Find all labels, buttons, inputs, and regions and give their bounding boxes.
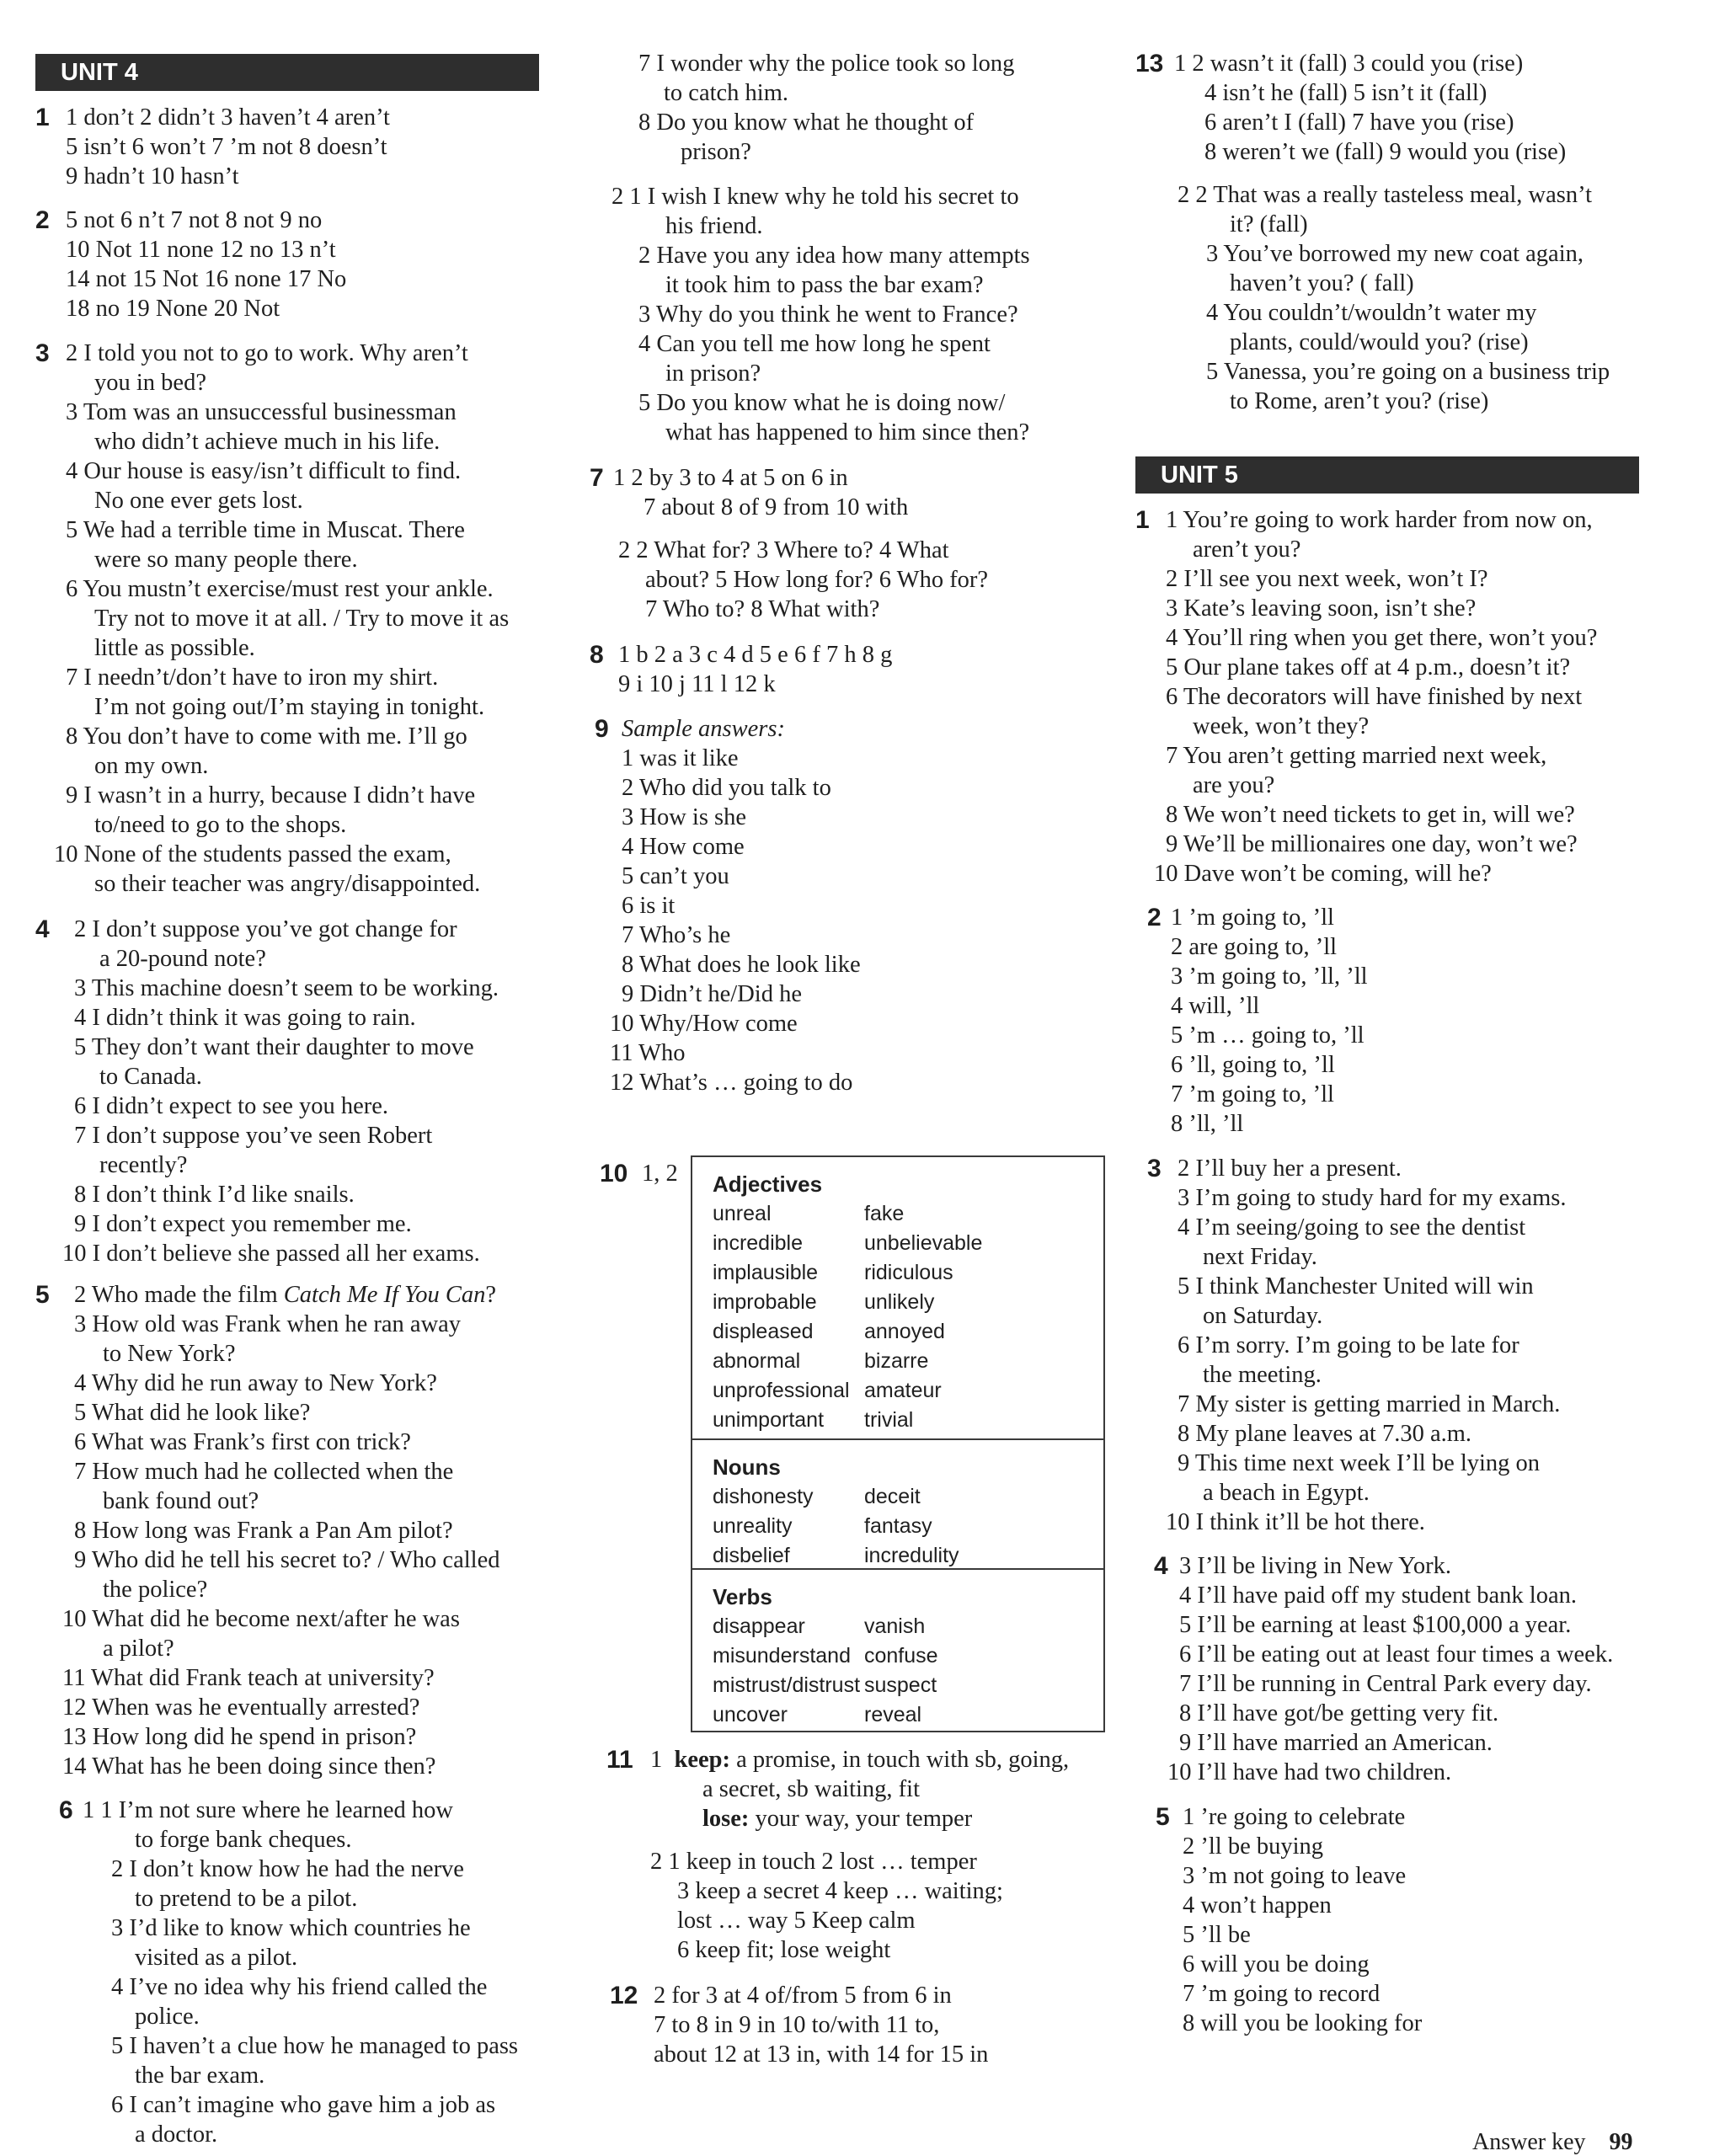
answer-line: 4 Can you tell me how long he spent	[638, 331, 991, 357]
answer-line: I’m not going out/I’m staying in tonight.	[94, 694, 485, 720]
answer-line: the meeting.	[1203, 1362, 1322, 1388]
footer-label: Answer key	[1472, 2129, 1586, 2155]
answer-line: a pilot?	[103, 1636, 174, 1662]
answer-line: 12 When was he eventually arrested?	[62, 1694, 420, 1721]
table-row	[713, 1229, 1103, 1258]
answer-line: Try not to move it at all. / Try to move it as	[94, 606, 510, 632]
answer-line: 6 The decorators will have finished by next	[1166, 684, 1583, 710]
answer-line: 18 no 19 None 20 Not	[66, 296, 280, 322]
word-cell: misunderstand	[713, 1644, 851, 1668]
unit-5-header: UNIT 5	[1135, 456, 1639, 494]
answer-line: next Friday.	[1203, 1244, 1317, 1270]
page-number: 99	[1609, 2129, 1633, 2155]
answer-line: 8 My plane leaves at 7.30 a.m.	[1178, 1421, 1472, 1447]
table-row	[713, 1376, 1103, 1406]
answer-line: 2 I’ll see you next week, won’t I?	[1166, 566, 1488, 592]
answer-line: prison?	[681, 139, 751, 165]
word-table	[691, 1155, 1105, 1732]
exercise-6-continued	[581, 49, 1120, 167]
answer-line: 7 about 8 of 9 from 10 with	[644, 494, 909, 520]
exercise-7	[581, 463, 1120, 624]
answer-line: week, won’t they?	[1193, 713, 1370, 739]
exercise-part-label: 1, 2	[642, 1161, 678, 1187]
answer-line: to catch him.	[664, 80, 788, 106]
table-row	[713, 1317, 1103, 1347]
word-cell: reveal	[864, 1703, 922, 1726]
answer-line: 1 b 2 a 3 c 4 d 5 e 6 f 7 h 8 g	[618, 642, 893, 668]
answer-line: 1 You’re going to work harder from now on,	[1166, 507, 1593, 533]
answer-line: on Saturday.	[1203, 1303, 1323, 1329]
word-cell: fake	[864, 1202, 905, 1225]
exercise-number: 5	[1156, 1803, 1170, 1831]
answer-line: 7 I wonder why the police took so long	[638, 51, 1015, 77]
table-row	[713, 1288, 1103, 1317]
answer-line: police.	[135, 2004, 200, 2030]
answer-line: 4 You couldn’t/wouldn’t water my	[1206, 300, 1537, 326]
answer-line: 5 ’m … going to, ’ll	[1171, 1022, 1365, 1049]
answer-line: 4 I’ll have paid off my student bank loan.	[1179, 1582, 1577, 1609]
answer-line: 5 We had a terrible time in Muscat. There	[66, 517, 465, 543]
exercise-5	[35, 1280, 583, 1781]
answer-line	[581, 1804, 1120, 1833]
answer-line: 10 None of the students passed the exam,	[54, 841, 451, 867]
word-cell: disbelief	[713, 1544, 790, 1567]
answer-line: 3 How old was Frank when he ran away	[74, 1311, 462, 1337]
answer-line: aren’t you?	[1193, 536, 1301, 563]
word-cell: confuse	[864, 1644, 938, 1668]
answer-line: 14 What has he been doing since then?	[62, 1753, 436, 1780]
answer-line: 3 I’m going to study hard for my exams.	[1178, 1185, 1567, 1211]
exercise-number: 4	[1154, 1552, 1168, 1580]
answer-line: 8 We won’t need tickets to get in, will we?	[1166, 802, 1575, 828]
answer-line: 5 They don’t want their daughter to move	[74, 1034, 474, 1060]
answer-line: 7 ’m going to record	[1183, 1981, 1381, 2007]
answer-line: 7 How much had he collected when the	[74, 1459, 454, 1485]
answer-line: 10 I’ll have had two children.	[1167, 1759, 1452, 1785]
answer-line: 2 I don’t suppose you’ve got change for	[74, 916, 457, 942]
answer-line: 2 I don’t know how he had the nerve	[111, 1856, 464, 1882]
answer-line: a doctor.	[135, 2121, 218, 2148]
answer-line: to/need to go to the shops.	[94, 812, 347, 838]
answer-line: 2 ’ll be buying	[1183, 1833, 1324, 1860]
keep-label: keep:	[674, 1747, 730, 1773]
word-cell: displeased	[713, 1320, 814, 1343]
exercise-9	[581, 714, 1120, 1097]
lose-label: lose:	[702, 1806, 750, 1832]
answer-text: 2 Who made the film	[74, 1282, 284, 1308]
answer-line: 7 I’ll be running in Central Park every day.	[1179, 1671, 1592, 1697]
nouns-section	[692, 1438, 1103, 1568]
exercise-number: 1	[35, 104, 50, 131]
answer-line: 1 ’m going to, ’ll	[1171, 905, 1334, 931]
answer-line: 3 I’d like to know which countries he	[111, 1915, 471, 1941]
answer-line: 9 Who did he tell his secret to? / Who called	[74, 1547, 500, 1573]
answer-line: 7 I don’t suppose you’ve seen Robert	[74, 1123, 433, 1149]
word-cell: deceit	[864, 1485, 921, 1508]
answer-line: No one ever gets lost.	[94, 488, 303, 514]
answer-line: 3 ’m going to, ’ll, ’ll	[1171, 963, 1368, 990]
answer-line: 7 My sister is getting married in March.	[1178, 1391, 1561, 1417]
answer-line: to forge bank cheques.	[135, 1827, 352, 1853]
answer-line: in prison?	[665, 360, 761, 387]
table-row	[713, 1347, 1103, 1376]
answer-line: plants, could/would you? (rise)	[1230, 329, 1529, 355]
answer-line: 1 keep: a promise, in touch with sb, going,	[650, 1747, 1070, 1773]
answer-line: 6 You mustn’t exercise/must rest your ankle.	[66, 576, 494, 602]
answer-line: 6 I’m sorry. I’m going to be late for	[1178, 1332, 1519, 1358]
answer-line: a secret, sb waiting, fit	[702, 1776, 921, 1802]
answer-line: 5 not 6 n’t 7 not 8 not 9 no	[66, 207, 323, 233]
answer-line: 10 I think it’ll be hot there.	[1166, 1509, 1425, 1535]
table-row	[713, 1512, 1103, 1541]
answer-line: his friend.	[665, 213, 763, 239]
exercise-number: 11	[606, 1746, 633, 1774]
exercise-6-part-2	[581, 182, 1120, 447]
answer-line: 6 I can’t imagine who gave him a job as	[111, 2092, 496, 2118]
answer-line: the police?	[103, 1577, 208, 1603]
answer-line: 9 This time next week I’ll be lying on	[1178, 1450, 1541, 1476]
answer-line: 1 1 I’m not sure where he learned how	[83, 1797, 454, 1823]
answer-line: 8 weren’t we (fall) 9 would you (rise)	[1204, 139, 1567, 165]
answer-line: 8 Do you know what he thought of	[638, 109, 975, 136]
word-cell: trivial	[864, 1408, 914, 1432]
word-cell: mistrust/distrust	[713, 1673, 861, 1697]
exercise-13	[1135, 49, 1708, 416]
answer-line: 1 2 by 3 to 4 at 5 on 6 in	[613, 465, 848, 491]
film-title: Catch Me If You Can	[283, 1282, 486, 1308]
word-cell: improbable	[713, 1290, 817, 1314]
answer-line: to New York?	[103, 1341, 236, 1367]
answer-line: 8 I don’t think I’d like snails.	[74, 1182, 355, 1208]
answer-line: 3 This machine doesn’t seem to be working.	[74, 975, 499, 1001]
answer-line: 2 1 I wish I knew why he told his secret to	[611, 184, 1019, 210]
answer-line: 5 I haven’t a clue how he managed to pass	[111, 2033, 519, 2059]
answer-line: 1 don’t 2 didn’t 3 haven’t 4 aren’t	[66, 104, 390, 131]
word-cell: unlikely	[864, 1290, 935, 1314]
answer-line: 3 You’ve borrowed my new coat again,	[1206, 241, 1583, 267]
answer-line: 13 How long did he spend in prison?	[62, 1724, 417, 1750]
sample-answers-heading: Sample answers:	[622, 716, 785, 742]
answer-line: lost … way 5 Keep calm	[677, 1908, 916, 1934]
word-cell: unbelievable	[864, 1231, 983, 1255]
unit-5-exercise-2	[1135, 903, 1708, 1139]
answer-line: a beach in Egypt.	[1203, 1480, 1370, 1506]
answer-line: 9 Didn’t he/Did he	[622, 981, 802, 1007]
answer-line: what has happened to him since then?	[665, 419, 1030, 446]
answer-line: 9 i 10 j 11 l 12 k	[618, 671, 776, 697]
answer-line: 6 is it	[622, 893, 676, 919]
exercise-number: 2	[35, 206, 50, 234]
exercise-number: 6	[59, 1796, 73, 1824]
answer-line: 9 I wasn’t in a hurry, because I didn’t have	[66, 782, 476, 808]
exercise-2	[35, 205, 583, 323]
answer-line: 5 Do you know what he is doing now/	[638, 390, 1006, 416]
section-heading: Nouns	[713, 1454, 781, 1480]
answer-line: 4 How come	[622, 834, 745, 860]
answer-line: 4 isn’t he (fall) 5 isn’t it (fall)	[1204, 80, 1487, 106]
exercise-number: 9	[595, 715, 609, 743]
answer-line: 5 I think Manchester United will win	[1178, 1273, 1534, 1299]
answer-line: 9 We’ll be millionaires one day, won’t we?	[1166, 831, 1578, 857]
answer-line: it? (fall)	[1230, 211, 1308, 237]
word-cell: unprofessional	[713, 1379, 850, 1402]
answer-line: 7 You aren’t getting married next week,	[1166, 743, 1547, 769]
exercise-number: 10	[600, 1160, 628, 1187]
word-cell: suspect	[864, 1673, 937, 1697]
answer-line: 3 keep a secret 4 keep … waiting;	[677, 1878, 1003, 1904]
answer-line: 6 will you be doing	[1183, 1951, 1370, 1977]
answer-line: 9 hadn’t 10 hasn’t	[66, 163, 239, 189]
word-cell: unreal	[713, 1202, 772, 1225]
answer-line: 2 I told you not to go to work. Why aren’t	[66, 340, 468, 366]
table-row	[713, 1406, 1103, 1435]
table-row	[713, 1541, 1103, 1571]
answer-line: to Rome, aren’t you? (rise)	[1230, 388, 1489, 414]
exercise-8	[581, 640, 1120, 699]
table-row	[713, 1700, 1103, 1730]
exercise-number: 7	[590, 464, 604, 492]
answer-line: 8 How long was Frank a Pan Am pilot?	[74, 1518, 453, 1544]
word-cell: unimportant	[713, 1408, 825, 1432]
answer-line: visited as a pilot.	[135, 1945, 298, 1971]
answer-text: a promise, in touch with sb, going,	[730, 1747, 1070, 1773]
answer-line: 7 to 8 in 9 in 10 to/with 11 to,	[654, 2012, 940, 2038]
answer-line: little as possible.	[94, 635, 255, 661]
answer-line: 10 Why/How come	[610, 1011, 798, 1037]
answer-line: 7 ’m going to, ’ll	[1171, 1081, 1334, 1107]
answer-line: 8 You don’t have to come with me. I’ll go	[66, 723, 467, 750]
answer-line: 2 2 That was a really tasteless meal, wasn’t	[1178, 182, 1593, 208]
answer-line: 4 I’ve no idea why his friend called the	[111, 1974, 488, 2000]
answer-line: 8 What does he look like	[622, 952, 861, 978]
answer-line: 3 Tom was an unsuccessful businessman	[66, 399, 457, 425]
answer-line: 6 I didn’t expect to see you here.	[74, 1093, 389, 1119]
answer-line: 7 Who’s he	[622, 922, 731, 948]
unit-5-exercise-1	[1135, 505, 1708, 889]
word-cell: disappear	[713, 1614, 805, 1638]
answer-line: you in bed?	[94, 370, 206, 396]
word-cell: annoyed	[864, 1320, 945, 1343]
answer-line: about? 5 How long for? 6 Who for?	[645, 567, 989, 593]
answer-line: the bar exam.	[135, 2063, 265, 2089]
answer-line: 6 What was Frank’s first con trick?	[74, 1429, 411, 1455]
answer-text: your way, your temper	[749, 1806, 973, 1832]
answer-line: 11 What did Frank teach at university?	[62, 1665, 435, 1691]
answer-line	[35, 1280, 583, 1310]
word-cell: ridiculous	[864, 1261, 953, 1284]
word-cell: abnormal	[713, 1349, 801, 1373]
answer-line: 4 Why did he run away to New York?	[74, 1370, 437, 1396]
adjectives-section	[692, 1157, 1103, 1438]
answer-line: a 20-pound note?	[99, 946, 266, 972]
table-row	[713, 1671, 1103, 1700]
answer-line: 2 for 3 at 4 of/from 5 from 6 in	[654, 1983, 952, 2009]
table-row	[713, 1199, 1103, 1229]
answer-line: 9 I don’t expect you remember me.	[74, 1211, 412, 1237]
exercise-3	[35, 339, 583, 899]
word-cell: amateur	[864, 1379, 942, 1402]
answer-line: 14 not 15 Not 16 none 17 No	[66, 266, 347, 292]
answer-line: 5 ’ll be	[1183, 1922, 1251, 1948]
answer-line: 10 What did he become next/after he was	[62, 1606, 460, 1632]
word-cell: implausible	[713, 1261, 819, 1284]
word-cell: incredulity	[864, 1544, 959, 1567]
answer-line: 4 will, ’ll	[1171, 993, 1260, 1019]
answer-line: it took him to pass the bar exam?	[665, 272, 984, 298]
answer-line: 4 won’t happen	[1183, 1892, 1332, 1919]
exercise-4	[35, 915, 583, 1268]
exercise-number: 13	[1135, 50, 1164, 77]
exercise-11	[581, 1745, 1120, 1965]
answer-line: 5 What did he look like?	[74, 1400, 311, 1426]
answer-line: are you?	[1193, 772, 1275, 798]
answer-line: 4 You’ll ring when you get there, won’t you?	[1166, 625, 1598, 651]
exercise-6	[35, 1796, 583, 2149]
table-row	[713, 1258, 1103, 1288]
answer-line: 3 Why do you think he went to France?	[638, 302, 1018, 328]
answer-line: 3 ’m not going to leave	[1183, 1863, 1407, 1889]
word-cell: bizarre	[864, 1349, 929, 1373]
answer-text: ?	[485, 1282, 497, 1308]
answer-line: to pretend to be a pilot.	[135, 1886, 358, 1912]
answer-line: 1 was it like	[622, 745, 739, 771]
unit-5-exercise-4	[1135, 1551, 1708, 1787]
table-row	[713, 1612, 1103, 1641]
answer-line: so their teacher was angry/disappointed.	[94, 871, 481, 897]
answer-line: 5 Our plane takes off at 4 p.m., doesn’t it?	[1166, 654, 1571, 680]
answer-line: 6 keep fit; lose weight	[677, 1937, 891, 1963]
answer-line: 2 I’ll buy her a present.	[1178, 1155, 1402, 1182]
table-row	[713, 1482, 1103, 1512]
answer-line: 2 Have you any idea how many attempts	[638, 243, 1030, 269]
exercise-number: 12	[610, 1982, 638, 2009]
exercise-number: 8	[590, 641, 604, 669]
answer-line: 3 I’ll be living in New York.	[1179, 1553, 1451, 1579]
section-heading: Adjectives	[713, 1171, 823, 1197]
section-heading: Verbs	[713, 1584, 772, 1609]
answer-line: 2 Who did you talk to	[622, 775, 831, 801]
word-cell: incredible	[713, 1231, 804, 1255]
answer-line: 9 I’ll have married an American.	[1179, 1730, 1493, 1756]
answer-line: 8 I’ll have got/be getting very fit.	[1179, 1700, 1499, 1726]
word-cell: unreality	[713, 1514, 793, 1538]
answer-line: bank found out?	[103, 1488, 259, 1514]
answer-line: 5 Vanessa, you’re going on a business trip	[1206, 359, 1610, 385]
word-cell: uncover	[713, 1703, 788, 1726]
answer-line: about 12 at 13 in, with 14 for 15 in	[654, 2041, 989, 2068]
word-cell: vanish	[864, 1614, 926, 1638]
answer-line: 10 Dave won’t be coming, will he?	[1154, 861, 1492, 887]
answer-line: 8 ’ll, ’ll	[1171, 1111, 1244, 1137]
exercise-number: 3	[1147, 1155, 1162, 1182]
exercise-1	[35, 103, 583, 191]
answer-line: 4 Our house is easy/isn’t difficult to find.	[66, 458, 462, 484]
answer-line: 6 aren’t I (fall) 7 have you (rise)	[1204, 109, 1514, 136]
answer-line: 12 What’s … going to do	[610, 1070, 853, 1096]
answer-line: 6 I’ll be eating out at least four times a week.	[1179, 1641, 1614, 1668]
answer-line: 11 Who	[610, 1040, 686, 1066]
answer-line: 10 Not 11 none 12 no 13 n’t	[66, 237, 336, 263]
answer-line: 3 How is she	[622, 804, 747, 830]
answer-line: 3 Kate’s leaving soon, isn’t she?	[1166, 595, 1477, 622]
word-cell: dishonesty	[713, 1485, 814, 1508]
answer-line: 2 are going to, ’ll	[1171, 934, 1338, 960]
answer-line: to Canada.	[99, 1064, 202, 1090]
answer-line: were so many people there.	[94, 547, 358, 573]
answer-line: 8 will you be looking for	[1183, 2010, 1423, 2036]
answer-line: recently?	[99, 1152, 188, 1178]
exercise-number: 5	[35, 1281, 50, 1309]
answer-line: 7 I needn’t/don’t have to iron my shirt.	[66, 664, 439, 691]
table-row	[713, 1641, 1103, 1671]
answer-line: 4 I didn’t think it was going to rain.	[74, 1005, 416, 1031]
answer-line: 2 2 What for? 3 Where to? 4 What	[618, 537, 949, 563]
exercise-12	[581, 1981, 1120, 2069]
unit-4-header: UNIT 4	[35, 54, 539, 91]
answer-line: 6 ’ll, going to, ’ll	[1171, 1052, 1335, 1078]
answer-line: on my own.	[94, 753, 209, 779]
exercise-number: 3	[35, 339, 50, 367]
answer-line: 1 2 wasn’t it (fall) 3 could you (rise)	[1174, 51, 1524, 77]
exercise-number: 4	[35, 915, 50, 943]
answer-line: haven’t you? ( fall)	[1230, 270, 1414, 296]
answer-line: 2 1 keep in touch 2 lost … temper	[650, 1849, 977, 1875]
answer-line: 7 Who to? 8 What with?	[645, 596, 880, 622]
word-cell: fantasy	[864, 1514, 932, 1538]
exercise-number: 1	[1135, 506, 1150, 534]
answer-line: 4 I’m seeing/going to see the dentist	[1178, 1214, 1526, 1241]
unit-5-exercise-5	[1135, 1802, 1708, 2038]
answer-line: 5 can’t you	[622, 863, 729, 889]
verbs-section	[692, 1568, 1103, 1728]
answer-line: 10 I don’t believe she passed all her exams.	[62, 1241, 480, 1267]
answer-line: 5 I’ll be earning at least $100,000 a year.	[1179, 1612, 1572, 1638]
answer-line: who didn’t achieve much in his life.	[94, 429, 441, 455]
exercise-number: 2	[1147, 904, 1162, 931]
unit-5-exercise-3	[1135, 1154, 1708, 1537]
answer-line: 1 ’re going to celebrate	[1183, 1804, 1406, 1830]
answer-line: 5 isn’t 6 won’t 7 ’m not 8 doesn’t	[66, 134, 387, 160]
